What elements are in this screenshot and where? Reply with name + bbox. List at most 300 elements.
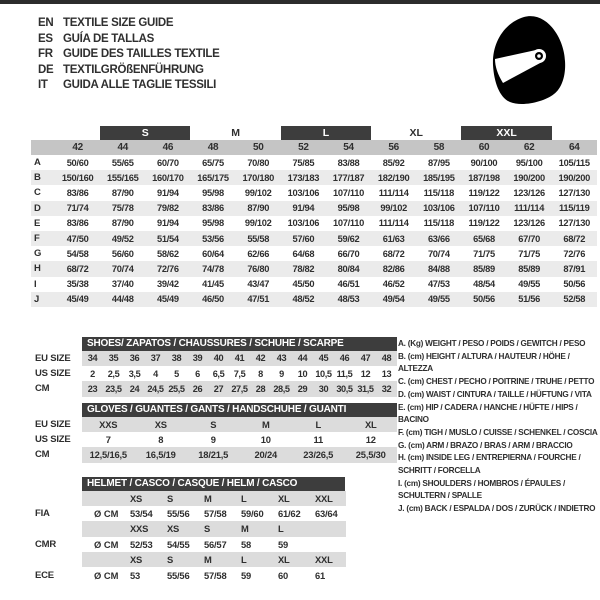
gloves-value: 11 — [313, 434, 323, 446]
measure-value: 48/52 — [292, 294, 315, 305]
shoes-value: 36 — [129, 353, 140, 364]
shoes-value: 43 — [276, 353, 287, 364]
shoes-value: 45 — [318, 353, 329, 364]
measure-value: 53/56 — [202, 233, 224, 244]
language-title: GUIDA ALLE TAGLIE TESSILI — [63, 79, 217, 91]
helmet-table-title: HELMET / CASCO / CASQUE / HELM / CASCO — [82, 477, 345, 491]
measure-row-E — [31, 216, 597, 231]
measure-row-B — [31, 170, 597, 185]
helmet-value: 52/53 — [130, 538, 153, 550]
measure-value: 165/175 — [197, 172, 229, 183]
shoes-value: 8 — [258, 368, 263, 379]
measure-value: 63/66 — [427, 233, 450, 244]
measure-value: 123/126 — [513, 187, 545, 198]
measure-value: 62/66 — [247, 248, 270, 259]
gloves-value: XL — [364, 418, 377, 430]
measure-value: 99/102 — [380, 203, 407, 214]
helmet-icon — [488, 13, 568, 107]
measure-value: 87/90 — [111, 187, 134, 198]
measure-value: 48/54 — [473, 279, 495, 290]
shoes-cells — [82, 381, 397, 396]
helmet-size-header: S — [167, 554, 174, 566]
measure-value: 87/95 — [427, 157, 450, 168]
eu-size-header: 46 — [162, 142, 174, 153]
measure-value: 103/106 — [287, 187, 320, 198]
eu-size-header: 60 — [478, 142, 490, 153]
shoes-value: 27,5 — [231, 383, 248, 394]
shoes-value: 37 — [150, 353, 161, 364]
shoes-rows — [35, 351, 397, 397]
measure-value: 50/56 — [473, 294, 495, 305]
gloves-value: 23/26,5 — [303, 449, 334, 461]
measure-value: 150/160 — [61, 172, 94, 183]
eu-size-header: 44 — [117, 142, 128, 153]
legend-item: F. (cm) TIGH / MUSLO / CUISSE / SCHENKEL / COSCIA — [398, 427, 598, 437]
helmet-value: 60 — [278, 569, 289, 581]
measure-value: 91/94 — [292, 203, 315, 214]
shoes-value: 38 — [171, 353, 182, 364]
legend-item: A. (Kg) WEIGHT / PESO / POIDS / GEWITCH / PESO — [398, 339, 586, 348]
shoes-table — [35, 337, 397, 397]
measure-value: 49/55 — [518, 279, 541, 290]
measure-value: 87/90 — [111, 218, 134, 229]
shoes-value: 24 — [129, 383, 140, 394]
measure-row-label: E — [34, 217, 41, 229]
helmet-value: 61 — [315, 569, 326, 581]
shoes-row — [35, 381, 397, 396]
measure-value: 107/110 — [468, 203, 500, 214]
shoes-value: 13 — [381, 368, 392, 379]
gloves-row-label: US SIZE — [35, 434, 71, 446]
shoes-value: 4 — [153, 368, 158, 379]
gloves-cells — [82, 417, 397, 432]
helmet-value: 59 — [278, 538, 289, 550]
measure-value: 50/56 — [563, 279, 586, 290]
shoes-row — [35, 366, 397, 381]
helmet-size-header: S — [204, 523, 211, 535]
measure-value: 173/183 — [287, 172, 320, 183]
shoes-value: 23 — [87, 383, 98, 394]
measure-value: 85/89 — [518, 263, 541, 274]
measure-row-label: H — [34, 263, 41, 275]
measure-value: 70/74 — [427, 248, 450, 259]
helmet-value: 61/62 — [278, 508, 301, 520]
measure-value: 49/55 — [427, 294, 450, 305]
shoes-value: 48 — [381, 353, 392, 364]
measure-value: 187/198 — [468, 172, 500, 183]
legend-item: E. (cm) HIP / CADERA / HANCHE / HÜFTE / HIPS / BACINO — [398, 402, 578, 425]
eu-size-header: 64 — [569, 142, 580, 153]
shoes-value: 31,5 — [357, 383, 374, 394]
shoes-value: 29 — [297, 383, 308, 394]
measure-value: 70/74 — [111, 263, 134, 274]
eu-size-header: 50 — [252, 142, 264, 153]
measure-value: 95/98 — [337, 203, 360, 214]
measure-value: 71/74 — [66, 203, 89, 214]
legend-item: G. (cm) ARM / BRAZO / BRAS / ARM / BRACCIO — [398, 440, 573, 450]
measure-row-label: A — [34, 157, 41, 169]
helmet-value: 54/55 — [167, 538, 190, 550]
measure-value: 123/126 — [513, 218, 545, 229]
measure-value: 51/54 — [157, 233, 179, 244]
gloves-table — [35, 403, 397, 463]
language-title: GUIDE DES TAILLES TEXTILE — [63, 48, 220, 60]
shoes-value: 35 — [108, 353, 119, 364]
measure-row-H — [31, 261, 597, 276]
measure-value: 44/48 — [111, 294, 134, 305]
measure-value: 83/86 — [202, 203, 224, 214]
measure-value: 45/49 — [157, 294, 179, 305]
measure-value: 65/68 — [473, 233, 495, 244]
helmet-size-cells — [82, 521, 346, 536]
measure-value: 72/76 — [563, 248, 586, 259]
measure-value: 82/86 — [382, 263, 405, 274]
language-code: EN — [38, 17, 54, 29]
measure-value: 115/118 — [423, 218, 455, 229]
shoes-value: 26 — [192, 383, 203, 394]
language-row — [38, 16, 220, 32]
measure-value: 70/80 — [247, 157, 270, 168]
measure-value: 91/94 — [157, 218, 179, 229]
measure-row-label: J — [34, 293, 40, 305]
measure-value: 60/64 — [202, 248, 224, 259]
legend-item: D. (cm) WAIST / CINTURA / TAILLE / HÜFTUNG / VITA — [398, 389, 592, 399]
shoes-value: 10,5 — [315, 368, 332, 379]
gloves-value: XS — [154, 418, 167, 430]
measure-row-A — [31, 155, 597, 170]
shoes-value: 28,5 — [273, 383, 290, 394]
measure-row-C — [31, 185, 597, 200]
helmet-size-cells — [82, 552, 346, 567]
size-group-L: L — [281, 126, 371, 140]
shoes-value: 39 — [192, 353, 203, 364]
measure-value: 115/119 — [559, 203, 590, 214]
size-group-XL: XL — [409, 127, 423, 139]
language-code: ES — [38, 32, 53, 45]
measure-value: 49/52 — [111, 233, 134, 244]
helmet-size-header: M — [241, 523, 249, 535]
measure-value: 80/84 — [337, 263, 360, 274]
helmet-value-row — [35, 537, 346, 552]
measure-value: 111/114 — [378, 187, 409, 198]
eu-size-header: 58 — [433, 142, 445, 153]
helmet-size-header: M — [204, 554, 212, 566]
gloves-row-label: EU SIZE — [35, 418, 71, 430]
language-header — [38, 16, 220, 94]
measure-row-label: C — [34, 187, 41, 199]
measure-value: 119/122 — [468, 187, 500, 198]
measure-value: 47/50 — [66, 233, 89, 244]
language-title: TEXTILGRÖßENFÜHRUNG — [63, 63, 204, 76]
measure-row-J — [31, 292, 597, 307]
measure-value: 39/42 — [157, 279, 179, 290]
shoes-row-label: US SIZE — [35, 368, 71, 380]
measure-value: 127/130 — [558, 218, 591, 229]
helmet-size-header: XXS — [130, 523, 149, 535]
helmet-value: 56/57 — [204, 538, 227, 550]
size-group-S: S — [100, 126, 190, 140]
language-title: TEXTILE SIZE GUIDE — [63, 17, 174, 29]
measure-value: 64/68 — [292, 248, 315, 259]
gloves-rows — [35, 417, 397, 463]
helmet-value: 55/56 — [167, 569, 190, 581]
measure-value: 103/106 — [287, 218, 320, 229]
measure-value: 74/78 — [202, 263, 224, 274]
measure-value: 182/190 — [377, 172, 410, 183]
gloves-value: L — [315, 418, 322, 430]
shoes-value: 46 — [339, 353, 350, 364]
helmet-value-cells — [82, 506, 346, 521]
measure-value: 35/38 — [66, 279, 89, 290]
helmet-value-row — [35, 506, 346, 521]
measure-value: 65/75 — [202, 157, 224, 168]
measure-value: 87/90 — [247, 203, 270, 214]
eu-size-header: 56 — [388, 142, 399, 153]
measure-value: 76/80 — [247, 263, 270, 274]
measure-value: 60/70 — [157, 157, 179, 168]
gloves-table-title: GLOVES / GUANTES / GANTS / HANDSCHUHE / GUANTI — [82, 403, 397, 417]
shoes-value: 2,5 — [107, 368, 120, 379]
helmet-size-row — [35, 552, 346, 567]
measure-value: 111/114 — [378, 218, 409, 229]
shoes-value: 40 — [213, 353, 224, 364]
measure-row-D — [31, 201, 597, 216]
measure-value: 61/63 — [382, 233, 405, 244]
eu-size-band — [31, 140, 597, 155]
helmet-unit-label: Ø CM — [94, 508, 119, 520]
measure-value: 90/100 — [470, 157, 498, 168]
size-group-edge — [552, 126, 597, 140]
measure-row-label: D — [34, 202, 41, 214]
helmet-value: 59 — [241, 569, 252, 581]
shoes-value: 5 — [174, 368, 179, 379]
measure-value: 59/62 — [337, 233, 360, 244]
top-divider-bar — [0, 0, 600, 4]
measure-value: 56/60 — [111, 248, 134, 259]
shoes-cells — [82, 366, 397, 381]
shoes-value: 30,5 — [336, 383, 353, 394]
measure-value: 51/56 — [518, 294, 541, 305]
measure-value: 99/102 — [244, 218, 272, 229]
language-row — [38, 63, 220, 79]
shoes-value: 10 — [297, 368, 308, 379]
language-row — [38, 47, 220, 63]
legend-item: H. (cm) INSIDE LEG / ENTREPIERNA / FOURCHE / SCHRITT / FORCELLA — [398, 453, 581, 476]
measure-value: 50/60 — [66, 157, 89, 168]
shoes-value: 6,5 — [212, 368, 225, 379]
measure-value: 67/70 — [518, 233, 541, 244]
measure-value: 84/88 — [427, 263, 450, 274]
eu-size-header: 62 — [523, 142, 535, 153]
measure-value: 47/53 — [427, 279, 450, 290]
eu-size-header: 42 — [72, 142, 83, 153]
gloves-value: 20/24 — [254, 449, 277, 461]
measure-value: 75/85 — [292, 157, 315, 168]
helmet-size-header: XXL — [315, 492, 333, 504]
helmet-size-header: M — [204, 492, 212, 504]
measure-value: 177/187 — [332, 172, 365, 183]
size-group-edge — [55, 126, 100, 140]
measure-value: 103/106 — [423, 203, 455, 214]
measure-value: 68/72 — [382, 248, 405, 259]
helmet-size-header: S — [167, 492, 174, 504]
shoes-value: 9 — [279, 368, 284, 379]
measure-value: 85/89 — [473, 263, 495, 274]
helmet-value: 58 — [241, 538, 252, 550]
measure-value: 71/75 — [518, 248, 541, 259]
size-group-spacer — [31, 126, 55, 140]
gloves-value: 8 — [158, 434, 164, 446]
language-code: DE — [38, 63, 54, 76]
shoes-value: 44 — [297, 353, 308, 364]
helmet-size-row — [35, 521, 346, 536]
gloves-cells — [82, 447, 397, 462]
measure-value: 43/47 — [247, 279, 270, 290]
size-group-row — [31, 126, 597, 140]
helmet-value: 59/60 — [241, 508, 264, 520]
gloves-row-label: CM — [35, 449, 50, 461]
measure-value: 66/70 — [337, 248, 360, 259]
helmet-size-header: L — [278, 523, 284, 535]
gloves-value: 18/21,5 — [198, 449, 229, 461]
measure-value: 68/72 — [66, 263, 89, 274]
eu-size-header: 52 — [298, 142, 309, 153]
size-group-XXL: XXL — [461, 126, 551, 140]
shoes-value: 28 — [255, 383, 266, 394]
helmet-size-header: L — [241, 492, 247, 504]
gloves-value: XXS — [99, 418, 118, 430]
measure-value: 37/40 — [111, 279, 134, 290]
helmet-rows — [35, 491, 346, 583]
measure-value: 46/51 — [337, 279, 360, 290]
shoes-value: 6 — [195, 368, 200, 379]
measure-value: 49/54 — [382, 294, 405, 305]
legend-item: J. (cm) BACK / ESPALDA / DOS / ZURÜCK / INDIETRO — [398, 504, 596, 514]
language-code: IT — [38, 79, 48, 91]
measure-row-label: B — [34, 172, 41, 184]
measure-value: 83/88 — [337, 157, 360, 168]
shoes-table-title: SHOES/ ZAPATOS / CHAUSSURES / SCHUHE / SCARPE — [82, 337, 397, 351]
gloves-value: 9 — [210, 434, 216, 446]
gloves-row — [35, 432, 397, 447]
measure-value: 87/91 — [563, 263, 586, 274]
measure-value: 83/86 — [66, 218, 89, 229]
helmet-value: 57/58 — [204, 569, 227, 581]
measure-value: 79/82 — [157, 203, 179, 214]
shoes-value: 42 — [255, 353, 266, 364]
language-row — [38, 32, 220, 48]
measure-value: 95/98 — [202, 187, 224, 198]
size-group-M: M — [231, 127, 240, 139]
shoes-cells — [82, 351, 397, 366]
gloves-value: 25,5/30 — [355, 449, 386, 461]
measure-value: 127/130 — [558, 187, 591, 198]
eu-size-header: 48 — [207, 142, 219, 153]
helmet-size-header: XL — [278, 492, 290, 504]
gloves-value: S — [210, 418, 217, 430]
measure-value: 48/53 — [337, 294, 360, 305]
measure-value: 75/78 — [111, 203, 134, 214]
measure-row-label: G — [34, 248, 42, 260]
measure-value: 83/86 — [66, 187, 89, 198]
helmet-table — [35, 477, 346, 583]
shoes-row-label: EU SIZE — [35, 352, 71, 364]
measure-value: 99/102 — [244, 187, 272, 198]
measure-value: 58/62 — [157, 248, 179, 259]
measure-value: 57/60 — [292, 233, 315, 244]
legend-item: B. (cm) HEIGHT / ALTURA / HAUTEUR / HÖHE / ALTEZZA — [398, 351, 570, 374]
shoes-value: 34 — [87, 353, 98, 364]
language-title: GUÍA DE TALLAS — [63, 32, 154, 45]
shoes-value: 25,5 — [168, 383, 185, 394]
measure-value: 185/195 — [423, 172, 455, 183]
measure-value: 85/92 — [382, 157, 405, 168]
helmet-size-header: XXL — [315, 554, 333, 566]
measure-value: 54/58 — [66, 248, 89, 259]
helmet-size-header: L — [241, 554, 247, 566]
language-row — [38, 78, 220, 94]
measure-value: 170/180 — [242, 172, 274, 183]
helmet-value-row — [35, 567, 346, 582]
gloves-row — [35, 417, 397, 432]
helmet-size-header: XS — [167, 523, 180, 535]
measure-value: 95/100 — [515, 157, 543, 168]
gloves-row — [35, 447, 397, 462]
measure-value: 155/165 — [106, 172, 139, 183]
shoes-value: 3,5 — [128, 368, 141, 379]
helmet-size-header: XS — [130, 554, 143, 566]
legend-item: I. (cm) SHOULDERS / HOMBROS / ÉPAULES / SCHULTERN / SPALLE — [398, 478, 566, 501]
measure-value: 107/110 — [333, 187, 365, 198]
measure-value: 45/49 — [66, 294, 89, 305]
helmet-value-cells — [82, 537, 346, 552]
language-code: FR — [38, 48, 53, 60]
eu-size-header: 54 — [343, 142, 354, 153]
measure-value: 46/52 — [382, 279, 405, 290]
shoes-value: 7,5 — [233, 368, 246, 379]
gloves-cells — [82, 432, 397, 447]
shoes-value: 24,5 — [147, 383, 164, 394]
shoes-value: 23,5 — [105, 383, 122, 394]
shoes-value: 27 — [213, 383, 224, 394]
shoes-value: 30 — [318, 383, 329, 394]
helmet-size-header: XS — [130, 492, 143, 504]
measure-value: 47/51 — [247, 294, 270, 305]
measurement-rows — [31, 155, 597, 307]
gloves-value: 7 — [105, 434, 111, 446]
measure-value: 72/76 — [157, 263, 179, 274]
measure-value: 71/75 — [473, 248, 495, 259]
shoes-value: 32 — [381, 383, 392, 394]
measure-row-F — [31, 231, 597, 246]
gloves-value: 12 — [365, 434, 376, 446]
gloves-value: M — [261, 418, 270, 430]
measure-value: 45/50 — [292, 279, 315, 290]
helmet-size-row — [35, 491, 346, 506]
measure-value: 105/115 — [558, 157, 590, 168]
measure-value: 52/58 — [563, 294, 586, 305]
measure-value: 160/170 — [152, 172, 184, 183]
shoes-value: 11,5 — [336, 368, 353, 379]
legend-item: C. (cm) CHEST / PECHO / POITRINE / TRUHE / PETTO — [398, 377, 595, 387]
helmet-unit-label: Ø CM — [94, 569, 119, 581]
helmet-value: 55/56 — [167, 508, 190, 520]
helmet-value-cells — [82, 567, 346, 582]
helmet-unit-label: Ø CM — [94, 538, 119, 550]
measure-row-I — [31, 277, 597, 292]
measure-value: 46/50 — [202, 294, 224, 305]
helmet-standard-label: ECE — [35, 569, 54, 581]
